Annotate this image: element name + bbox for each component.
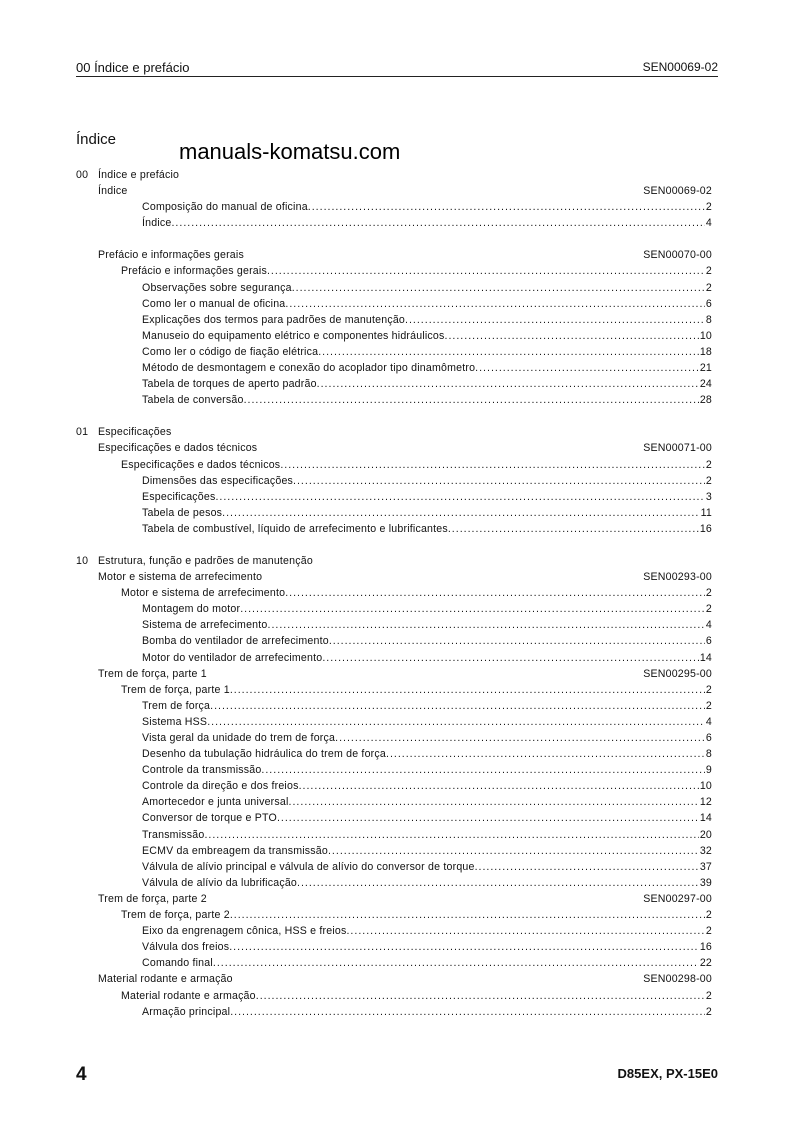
toc-doc-title: Motor e sistema de arrefecimento xyxy=(98,571,263,584)
toc-entry-label: Tabela de pesos xyxy=(142,506,223,519)
toc-leader-dots xyxy=(448,521,699,537)
toc-entry[interactable] xyxy=(76,698,712,714)
toc-entry[interactable] xyxy=(76,859,712,875)
toc-doc-title: Especificações e dados técnicos xyxy=(98,442,258,455)
toc-entry[interactable] xyxy=(76,1004,712,1020)
toc-entry-page: 4 xyxy=(705,217,712,230)
toc-entry-label: Sistema de arrefecimento xyxy=(142,619,268,632)
toc-entry-label: Especificações e dados técnicos xyxy=(121,458,281,471)
toc-leader-dots xyxy=(240,601,705,617)
toc-section-title: Especificações xyxy=(98,426,172,439)
toc-leader-dots xyxy=(230,1004,705,1020)
toc-doc-title: Trem de força, parte 1 xyxy=(98,667,207,680)
toc-doc-code: SEN00297-00 xyxy=(643,892,712,905)
toc-entry[interactable] xyxy=(76,827,712,843)
toc-leader-dots xyxy=(261,762,704,778)
toc-entry-label: Trem de força xyxy=(142,699,211,712)
toc-leader-dots xyxy=(335,730,705,746)
toc-entry-label: Controle da direção e dos freios xyxy=(142,780,299,793)
toc-entry-label: Controle da transmissão xyxy=(142,764,262,777)
toc-entry-label: Especificações xyxy=(142,490,216,503)
toc-entry-label: Conversor de torque e PTO xyxy=(142,812,277,825)
toc-leader-dots xyxy=(207,714,705,730)
toc-entry[interactable] xyxy=(76,794,712,810)
toc-section-number: 01 xyxy=(76,426,89,439)
toc-entry-label: Material rodante e armação xyxy=(121,989,256,1002)
toc-entry-page: 2 xyxy=(705,603,712,616)
toc-entry-page: 12 xyxy=(699,796,712,809)
toc-entry[interactable] xyxy=(76,714,712,730)
toc-entry-label: Bomba do ventilador de arrefecimento xyxy=(142,635,329,648)
toc-leader-dots xyxy=(297,875,699,891)
toc-entry-label: Composição do manual de oficina xyxy=(142,201,308,214)
toc-entry-page: 37 xyxy=(699,860,712,873)
toc-leader-dots xyxy=(318,344,699,360)
toc-leader-dots xyxy=(386,746,705,762)
toc-entry-page: 9 xyxy=(705,764,712,777)
toc-leader-dots xyxy=(267,263,705,279)
toc-leader-dots xyxy=(308,199,705,215)
toc-entry-label: Válvula dos freios xyxy=(142,941,230,954)
toc-leader-dots xyxy=(445,328,699,344)
toc-entry-label: Tabela de combustível, líquido de arrefecimento e lubrificantes xyxy=(142,522,448,535)
toc-entry-page: 24 xyxy=(699,378,712,391)
toc-leader-dots xyxy=(346,923,704,939)
toc-leader-dots xyxy=(475,859,699,875)
toc-entry[interactable] xyxy=(76,280,712,296)
table-of-contents xyxy=(76,167,712,1020)
toc-entry-label: Válvula de alívio da lubrificação xyxy=(142,876,298,889)
toc-leader-dots xyxy=(328,843,699,859)
toc-doc-row[interactable] xyxy=(76,247,712,263)
toc-doc-row[interactable] xyxy=(76,440,712,456)
toc-entry-label: Motor do ventilador de arrefecimento xyxy=(142,651,323,664)
index-title: Índice xyxy=(76,131,117,148)
toc-entry-page: 6 xyxy=(705,635,712,648)
toc-entry[interactable] xyxy=(76,650,712,666)
toc-leader-dots xyxy=(280,457,705,473)
toc-entry[interactable] xyxy=(76,457,712,473)
toc-leader-dots xyxy=(210,698,705,714)
toc-entry-label: Armação principal xyxy=(142,1005,231,1018)
toc-doc-code: SEN00298-00 xyxy=(643,973,712,986)
toc-entry-page: 2 xyxy=(705,201,712,214)
toc-leader-dots xyxy=(277,810,699,826)
toc-entry-label: Trem de força, parte 1 xyxy=(121,683,230,696)
toc-leader-dots xyxy=(475,360,699,376)
toc-leader-dots xyxy=(204,827,698,843)
toc-section-number: 10 xyxy=(76,554,89,567)
toc-doc-row[interactable] xyxy=(76,971,712,987)
toc-entry-label: Como ler o código de fiação elétrica xyxy=(142,345,319,358)
toc-entry[interactable] xyxy=(76,988,712,1004)
toc-entry-page: 16 xyxy=(699,522,712,535)
toc-section-title: Estrutura, função e padrões de manutenção xyxy=(98,554,313,567)
toc-leader-dots xyxy=(299,778,699,794)
watermark-text: manuals-komatsu.com xyxy=(179,139,401,164)
toc-entry-page: 2 xyxy=(705,989,712,1002)
toc-doc-row[interactable] xyxy=(76,183,712,199)
toc-entry-page: 4 xyxy=(705,715,712,728)
toc-leader-dots xyxy=(293,473,705,489)
toc-section-row xyxy=(76,553,712,569)
toc-entry-page: 6 xyxy=(705,732,712,744)
toc-leader-dots xyxy=(222,505,699,521)
header-section-title: 00 Índice e prefácio xyxy=(76,60,190,75)
toc-entry-label: Eixo da engrenagem cônica, HSS e freios xyxy=(142,925,347,938)
toc-entry-page: 2 xyxy=(705,281,712,294)
toc-entry[interactable] xyxy=(76,473,712,489)
toc-entry-page: 2 xyxy=(705,1005,712,1018)
toc-entry[interactable] xyxy=(76,521,712,537)
toc-entry-label: Tabela de torques de aperto padrão xyxy=(142,378,317,391)
toc-entry[interactable] xyxy=(76,263,712,279)
toc-entry-page: 2 xyxy=(705,699,712,712)
toc-doc-code: SEN00069-02 xyxy=(643,185,712,198)
toc-entry[interactable] xyxy=(76,730,712,746)
toc-entry-page: 2 xyxy=(705,265,712,278)
toc-entry[interactable] xyxy=(76,489,712,505)
toc-leader-dots xyxy=(292,280,705,296)
toc-entry-page: 2 xyxy=(705,925,712,938)
toc-entry-label: Explicações dos termos para padrões de manutenção xyxy=(142,313,406,326)
toc-entry-page: 16 xyxy=(699,941,712,954)
toc-entry-page: 14 xyxy=(699,812,712,825)
toc-entry-label: Vista geral da unidade do trem de força xyxy=(142,732,336,744)
toc-entry-label: Índice xyxy=(142,217,172,230)
toc-entry-label: Amortecedor e junta universal xyxy=(142,796,289,809)
toc-entry[interactable] xyxy=(76,923,712,939)
toc-entry-page: 2 xyxy=(705,587,712,600)
toc-doc-code: SEN00071-00 xyxy=(643,442,712,455)
toc-entry-label: Desenho da tubulação hidráulica do trem de força xyxy=(142,748,386,761)
toc-leader-dots xyxy=(285,296,705,312)
toc-entry-page: 11 xyxy=(700,506,712,519)
toc-entry-label: Montagem do motor xyxy=(142,603,241,616)
toc-entry-page: 8 xyxy=(705,748,712,761)
toc-doc-code: SEN00293-00 xyxy=(643,571,712,584)
toc-entry-page: 32 xyxy=(699,844,712,857)
toc-entry-label: Tabela de conversão xyxy=(142,394,244,407)
toc-entry[interactable] xyxy=(76,939,712,955)
toc-entry-page: 10 xyxy=(699,780,712,793)
toc-section-title: Índice e prefácio xyxy=(98,169,180,181)
toc-entry-page: 4 xyxy=(705,619,712,632)
toc-entry-label: Manuseio do equipamento elétrico e componentes hidráulicos xyxy=(142,329,445,342)
toc-entry[interactable] xyxy=(76,199,712,215)
toc-entry[interactable] xyxy=(76,907,712,923)
header-doc-code: SEN00069-02 xyxy=(642,60,718,74)
toc-entry-label: Comando final xyxy=(142,957,213,970)
toc-section-number: 00 xyxy=(76,169,89,181)
toc-entry[interactable] xyxy=(76,633,712,649)
toc-entry-label: Como ler o manual de oficina xyxy=(142,297,286,310)
toc-entry-page: 28 xyxy=(699,394,712,407)
toc-entry[interactable] xyxy=(76,875,712,891)
toc-leader-dots xyxy=(317,376,699,392)
toc-entry-page: 10 xyxy=(699,329,712,342)
toc-doc-code: SEN00070-00 xyxy=(643,249,712,262)
toc-leader-dots xyxy=(171,215,704,231)
toc-entry-label: Trem de força, parte 2 xyxy=(121,909,230,922)
toc-leader-dots xyxy=(213,955,699,971)
toc-entry[interactable] xyxy=(76,328,712,344)
toc-doc-title: Material rodante e armação xyxy=(98,973,233,986)
toc-entry-page: 22 xyxy=(699,957,712,970)
toc-entry-page: 6 xyxy=(705,297,712,310)
toc-entry-page: 2 xyxy=(705,474,712,487)
toc-entry-page: 2 xyxy=(705,458,712,471)
toc-leader-dots xyxy=(329,633,705,649)
toc-entry[interactable] xyxy=(76,617,712,633)
toc-doc-title: Prefácio e informações gerais xyxy=(98,249,244,262)
toc-section-row xyxy=(76,424,712,440)
toc-entry-label: Dimensões das especificações xyxy=(142,474,294,487)
toc-entry[interactable] xyxy=(76,360,712,376)
toc-entry[interactable] xyxy=(76,955,712,971)
toc-entry[interactable] xyxy=(76,392,712,408)
toc-entry[interactable] xyxy=(76,296,712,312)
footer-model: D85EX, PX-15E0 xyxy=(617,1066,718,1081)
toc-entry-label: Prefácio e informações gerais xyxy=(121,265,267,278)
toc-entry-label: Transmissão xyxy=(142,828,205,841)
toc-entry[interactable] xyxy=(76,746,712,762)
toc-entry-page: 21 xyxy=(699,362,712,375)
toc-entry-label: Sistema HSS xyxy=(142,715,208,728)
toc-leader-dots xyxy=(230,682,705,698)
toc-entry-page: 2 xyxy=(705,909,712,922)
toc-entry[interactable] xyxy=(76,778,712,794)
toc-entry[interactable] xyxy=(76,682,712,698)
toc-entry-page: 14 xyxy=(699,651,712,664)
toc-entry-page: 39 xyxy=(699,876,712,889)
toc-entry-label: Método de desmontagem e conexão do acoplador tipo dinamômetro xyxy=(142,362,476,375)
toc-section-row xyxy=(76,167,712,183)
toc-entry-page: 3 xyxy=(705,490,712,503)
toc-doc-code: SEN00295-00 xyxy=(643,667,712,680)
toc-entry-page: 18 xyxy=(699,345,712,358)
toc-entry-label: Válvula de alívio principal e válvula de alívio do conversor de torque xyxy=(142,860,475,873)
toc-entry-page: 2 xyxy=(705,683,712,696)
toc-leader-dots xyxy=(322,650,698,666)
toc-entry-page: 20 xyxy=(699,828,712,841)
header-rule xyxy=(76,76,718,77)
toc-entry[interactable] xyxy=(76,810,712,826)
toc-entry-label: Motor e sistema de arrefecimento xyxy=(121,587,286,600)
toc-entry[interactable] xyxy=(76,344,712,360)
toc-entry-label: ECMV da embreagem da transmissão xyxy=(142,844,328,857)
toc-leader-dots xyxy=(229,939,699,955)
toc-leader-dots xyxy=(256,988,705,1004)
toc-doc-title: Índice xyxy=(98,185,128,198)
toc-entry[interactable] xyxy=(76,585,712,601)
toc-entry[interactable] xyxy=(76,601,712,617)
toc-leader-dots xyxy=(230,907,705,923)
toc-doc-title: Trem de força, parte 2 xyxy=(98,892,207,905)
toc-leader-dots xyxy=(215,489,704,505)
toc-leader-dots xyxy=(289,794,699,810)
toc-entry-page: 8 xyxy=(705,313,712,326)
toc-doc-row[interactable] xyxy=(76,891,712,907)
toc-entry[interactable] xyxy=(76,843,712,859)
toc-entry[interactable] xyxy=(76,762,712,778)
toc-leader-dots xyxy=(268,617,705,633)
toc-entry[interactable] xyxy=(76,215,712,231)
toc-leader-dots xyxy=(285,585,705,601)
toc-entry[interactable] xyxy=(76,505,712,521)
toc-doc-row[interactable] xyxy=(76,666,712,682)
toc-leader-dots xyxy=(244,392,699,408)
toc-leader-dots xyxy=(405,312,705,328)
toc-entry[interactable] xyxy=(76,376,712,392)
toc-doc-row[interactable] xyxy=(76,569,712,585)
footer-page-number: 4 xyxy=(76,1064,87,1085)
toc-entry-label: Observações sobre segurança xyxy=(142,281,292,294)
toc-entry[interactable] xyxy=(76,312,712,328)
